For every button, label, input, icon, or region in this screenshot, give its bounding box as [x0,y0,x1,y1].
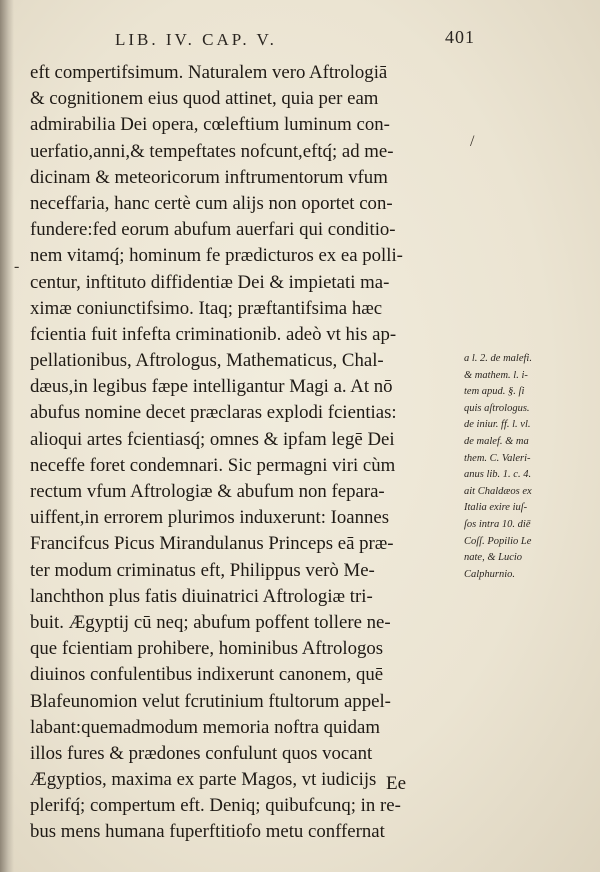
margin-note-line: Italia exire iuſ- [464,502,528,514]
text-line: fundere:fed eorum abufum auerfari qui conditio- [30,219,396,241]
text-line: uerfatio,anni,& tempeftates nofcunt,eftq́; ad me- [30,140,394,162]
running-title: LIB. IV. CAP. V. [115,30,277,49]
text-line: lanchthon plus fatis diuinatrici Aftrologiæ tri- [30,585,373,607]
margin-dash-mark: - [14,258,20,275]
text-line: neceffaria, hanc certè cum alijs non oportet con- [30,192,393,214]
margin-note-line: anus lib. 1. c. 4. [464,469,532,481]
text-line: bus mens humana fuperftitiofo metu conffernat [30,821,385,843]
margin-slash-mark: / [470,133,475,150]
margin-note-line: nate, & Lucio [464,552,523,564]
text-line: que fcientiam prohibere, hominibus Aftrologos [30,638,384,660]
text-line: ter modum criminatus eft, Philippus verò Me- [30,559,375,581]
margin-note-line: a l. 2. de malefi. [464,353,532,364]
text-line: diuinos confulentibus indixerunt canonem, quē [30,664,384,686]
text-line: labant:quemadmodum memoria noftra quidam [30,716,380,738]
text-line: & cognitionem eius quod attinet, quia per eam [30,88,379,110]
text-line: admirabilia Dei opera, cœleftium luminum con- [30,114,390,136]
text-line: abufus nomine decet præclaras explodi fcientias: [30,402,397,424]
margin-note-line: ait Chaldæos ex [464,485,532,497]
page-gutter-shadow [0,0,14,872]
text-line: eft compertifsimum. Naturalem vero Aftrologiā [30,62,388,83]
text-line: Ægyptios, maxima ex parte Magos, vt iudicijs [30,769,377,791]
text-line: alioqui artes fcientiasq́; omnes & ipfam legē Dei [30,428,395,450]
text-line: rectum vfum Aftrologiæ & abufum non fepara- [30,481,385,502]
text-line: dicinam & meteoricorum inftrumentorum vfum [30,166,388,188]
margin-note-line: de malef. & ma [464,435,529,447]
margin-note-line: de iniur. ff. l. vl. [464,419,531,431]
marginal-notes [464,351,592,583]
page-number: 401 [445,27,475,47]
margin-note-line: them. C. Valeri- [464,452,531,464]
text-line: nem vitamq́; hominum fe prædicturos ex ea polli- [30,245,403,267]
margin-note-line: quis aſtrologus. [464,402,530,414]
text-line: fcientia fuit infefta criminationib. adeò vt his ap- [30,323,397,345]
margin-note-line: & mathem. l. i- [464,369,528,381]
catchword: Ee [386,773,407,794]
text-line: buit. Ægyptij cū neq; abufum poffent tollere ne- [30,611,391,633]
margin-note-line: tem apud. §. ſi [464,386,525,398]
text-line: uiffent,in errorem plurimos induxerunt: Ioannes [30,507,390,529]
margin-note-line: ſos intra 10. diē [464,518,531,530]
text-line: Blafeunomion velut fcrutinium ftultorum appel- [30,690,391,712]
main-text-block [30,60,460,846]
text-line: illos fures & prædones confulunt quos vocant [30,742,373,764]
text-line: neceffe foret condemnari. Sic permagni viri cùm [30,454,396,476]
text-line: dæus,in legibus fæpe intelligantur Magi a. At nō [30,376,393,398]
text-line: centur, inftituto diffidentiæ Dei & impietati ma- [30,271,390,293]
text-line: Francifcus Picus Mirandulanus Princeps eā præ- [30,533,394,555]
margin-note-line: Calphurnio. [464,568,516,580]
text-line: pellationibus, Aftrologus, Mathematicus, Chal- [30,350,384,372]
page-header [115,27,475,52]
text-line: ximæ coniunctifsimo. Itaq; præftantifsima hæc [30,297,383,319]
margin-note-line: Coſſ. Popilio Le [464,535,532,547]
text-line: plerifq́; compertum eft. Deniq; quibufcunq; in re- [30,795,401,817]
